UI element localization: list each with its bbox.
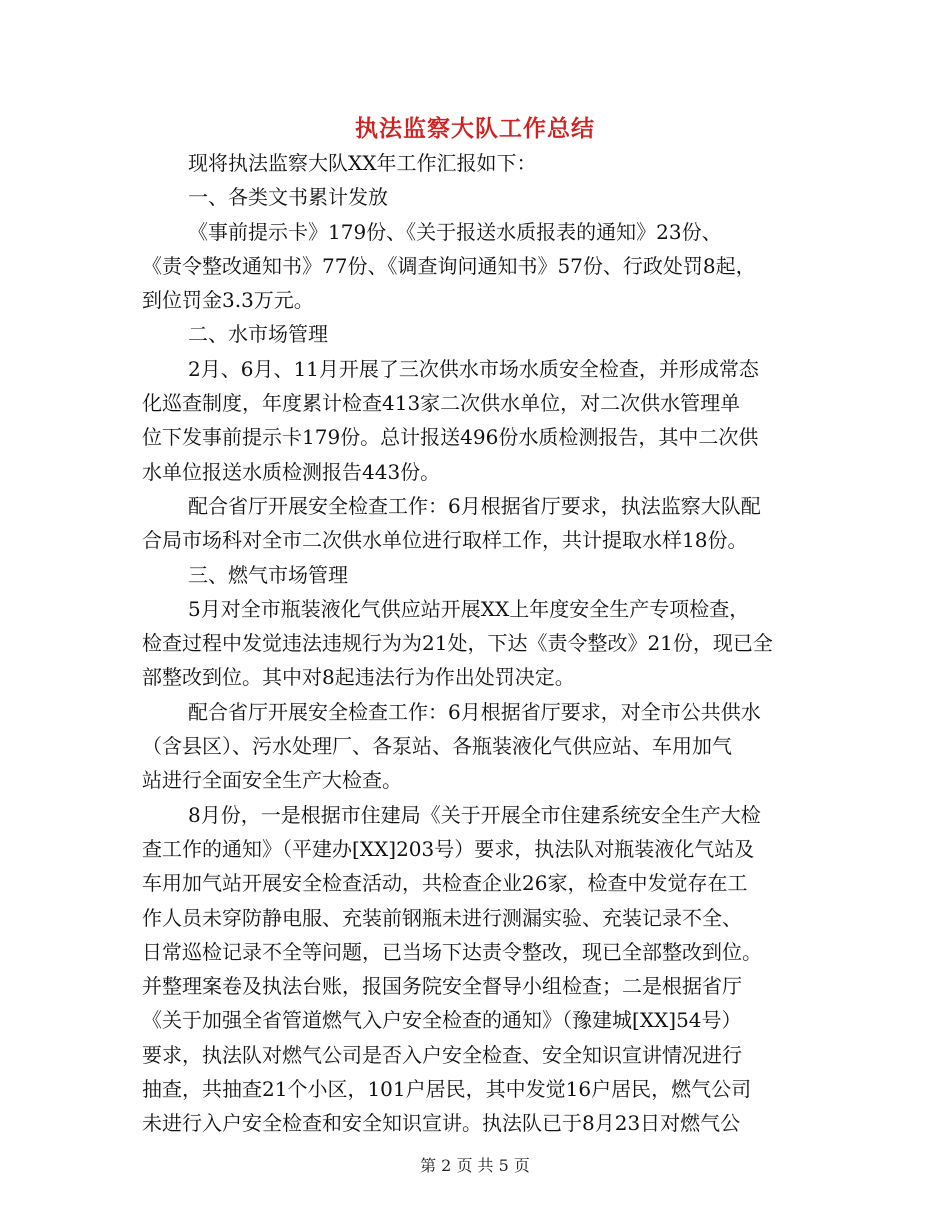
document-body (142, 146, 812, 1141)
document-title: 执法监察大队工作总结 (355, 115, 595, 142)
body-text-line: 《关于加强全省管道燃气入户安全检查的通知》（豫建城[XX]54号） (142, 1008, 742, 1033)
body-text-line: 配合省厅开展安全检查工作：6月根据省厅要求，对全市公共供水 (188, 699, 761, 724)
body-text-line: 2月、6月、11月开展了三次供水市场水质安全检查，并形成常态 (188, 356, 759, 381)
body-text-line: 水单位报送水质检测报告443份。 (142, 459, 441, 484)
body-text-line: 检查过程中发觉违法违规行为为21处，下达《责令整改》21份，现已全 (142, 631, 773, 656)
body-text-line: 要求，执法队对燃气公司是否入户安全检查、安全知识宣讲情况进行 (142, 1042, 742, 1067)
body-text-line: 位下发事前提示卡179份。总计报送496份水质检测报告，其中二次供 (142, 425, 759, 450)
page-footer (0, 1153, 950, 1176)
body-text-line: 抽查，共抽查21个小区，101户居民，其中发觉16户居民，燃气公司 (142, 1077, 752, 1102)
body-text-line: 部整改到位。其中对8起违法行为作出处罚决定。 (142, 665, 575, 690)
body-text-line: 化巡查制度，年度累计检查413家二次供水单位，对二次供水管理单 (142, 391, 741, 416)
body-text-line: 作人员未穿防静电服、充装前钢瓶未进行测漏实验、充装记录不全、 (142, 905, 742, 930)
page-number-label: 第 2 页 共 5 页 (420, 1156, 530, 1175)
body-text-line: 一、各类文书累计发放 (188, 185, 388, 210)
body-text-line: 未进行入户安全检查和安全知识宣讲。执法队已于8月23日对燃气公 (142, 1111, 741, 1136)
body-text-line: 8月份，一是根据市住建局《关于开展全市住建系统安全生产大检 (188, 802, 761, 827)
body-text-line: 《责令整改通知书》77份、《调查询问通知书》57份、行政处罚8起， (142, 253, 756, 278)
body-text-line: 现将执法监察大队XX年工作汇报如下： (188, 151, 537, 175)
body-text-line: 二、水市场管理 (188, 322, 328, 347)
body-text-line: 合局市场科对全市二次供水单位进行取样工作，共计提取水样18份。 (142, 528, 748, 553)
body-text-line: 到位罚金3.3万元。 (142, 288, 314, 313)
body-text-line: （含县区）、污水处理厂、各泵站、各瓶装液化气供应站、车用加气 (142, 734, 732, 759)
body-text-line: 查工作的通知》（平建办[XX]203号）要求，执法队对瓶装液化气站及 (142, 836, 755, 861)
body-text-line: 日常巡检记录不全等问题，已当场下达责令整改，现已全部整改到位。 (142, 939, 762, 964)
body-text-line: 5月对全市瓶装液化气供应站开展XX上年度安全生产专项检查， (188, 596, 750, 621)
body-text-line: 配合省厅开展安全检查工作：6月根据省厅要求，执法监察大队配 (188, 493, 761, 518)
body-text-line: 《事前提示卡》179份、《关于报送水质报表的通知》23份、 (188, 219, 722, 244)
body-text-line: 并整理案卷及执法台账，报国务院安全督导小组检查；二是根据省厅 (142, 974, 742, 999)
body-text-line: 车用加气站开展安全检查活动，共检查企业26家，检查中发觉存在工 (142, 871, 748, 896)
body-text-line: 站进行全面安全生产大检查。 (142, 768, 402, 793)
body-text-line: 三、燃气市场管理 (188, 562, 348, 587)
